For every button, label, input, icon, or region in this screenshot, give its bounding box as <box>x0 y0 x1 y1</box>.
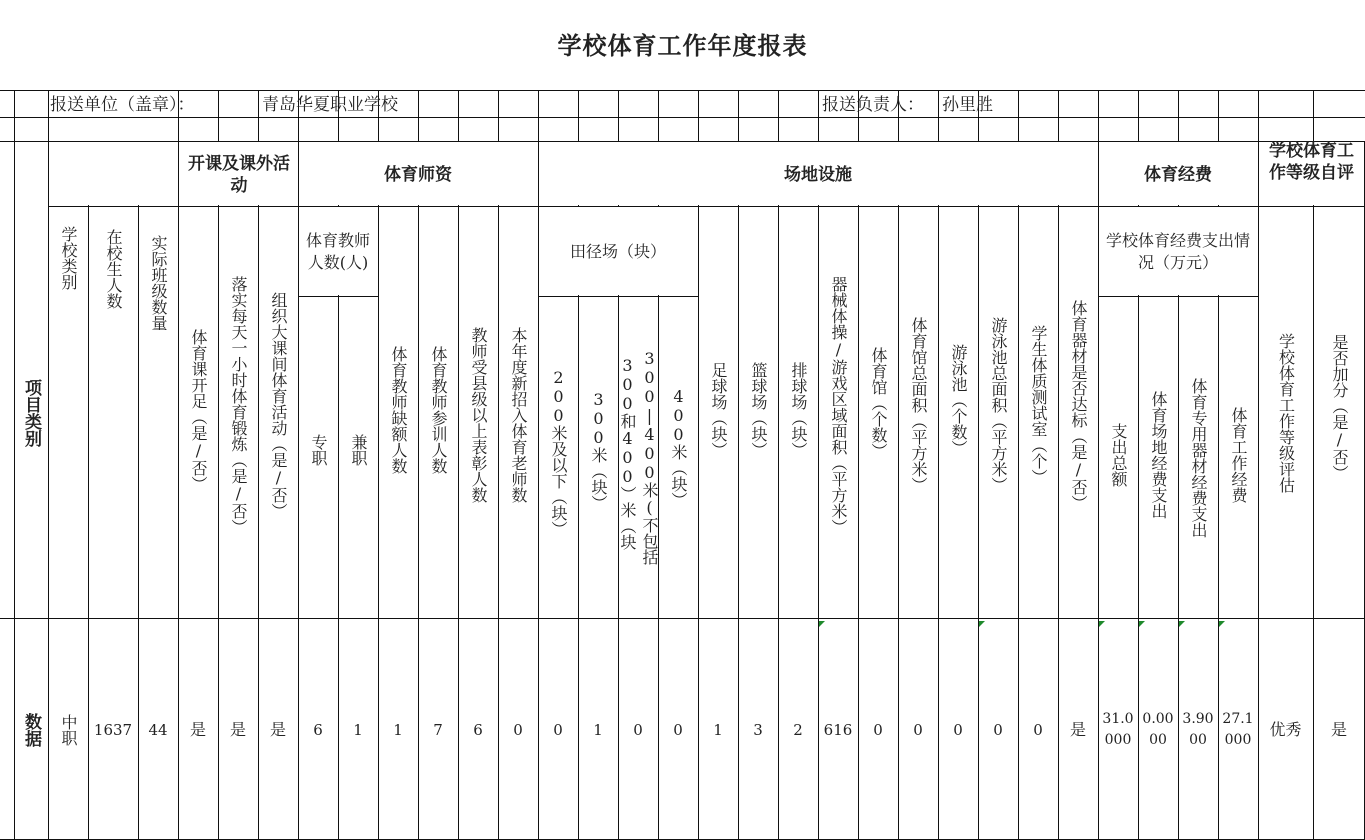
border-line <box>658 90 659 141</box>
row-label-data: 数据 <box>21 713 41 747</box>
col-class-count: 实际班级数量 <box>149 235 168 331</box>
val-track-400: 0 <box>673 721 683 739</box>
val-track-300-400: 0 <box>633 721 643 739</box>
col-parttime: 兼职 <box>349 434 368 466</box>
col-school-type: 学校类别 <box>59 226 78 290</box>
border-line <box>818 90 819 141</box>
report-unit-value: 青岛华夏职业学校 <box>262 95 398 115</box>
val-work-spend: 27.1000 <box>1222 711 1254 748</box>
border-line <box>1138 90 1139 141</box>
border-line <box>1218 90 1219 141</box>
col-venue-spend: 体育场地经费支出 <box>1149 391 1168 519</box>
col-pool-count: 游泳池（个数） <box>949 344 968 456</box>
col-equipment-ok: 体育器材是否达标（是/否） <box>1069 299 1088 511</box>
border-line <box>498 90 499 141</box>
val-teacher-awards: 6 <box>473 721 483 739</box>
border-line <box>1098 296 1258 297</box>
border-line <box>14 90 15 141</box>
val-bonus: 是 <box>1330 720 1347 739</box>
border-line <box>538 90 539 141</box>
val-teacher-shortage: 1 <box>393 721 403 739</box>
group-kaike: 开课及课外活动 <box>188 154 290 196</box>
val-parttime: 1 <box>353 721 363 739</box>
merge-mask <box>49 142 177 205</box>
val-track-200: 0 <box>553 721 563 739</box>
col-track-300-400: 300和400）米（块 <box>618 355 637 550</box>
border-line <box>1313 90 1314 141</box>
cell-marker <box>1099 621 1105 627</box>
val-big-break: 是 <box>269 720 286 739</box>
val-class-count: 44 <box>148 721 168 739</box>
border-line <box>1258 90 1259 141</box>
col-daily-hour: 落实每天一小时体育锻炼（是/否） <box>229 275 248 535</box>
val-daily-hour: 是 <box>229 720 246 739</box>
val-pool-count: 0 <box>953 721 963 739</box>
col-basketball: 篮球场（块） <box>749 362 768 458</box>
col-track-300: 300米（块） <box>589 389 608 511</box>
val-fitness-room: 0 <box>1033 721 1043 739</box>
border-line <box>1058 90 1059 141</box>
val-basketball: 3 <box>753 721 763 739</box>
cell-marker <box>819 621 825 627</box>
border-line <box>0 90 1365 91</box>
border-line <box>0 618 1365 619</box>
report-title: 学校体育工作年度报表 <box>557 31 808 60</box>
border-line <box>578 90 579 141</box>
val-equipment-spend: 3.9000 <box>1182 711 1214 748</box>
border-line <box>618 90 619 141</box>
val-track-300: 1 <box>593 721 603 739</box>
border-line <box>298 296 378 297</box>
group-shizi: 体育师资 <box>384 165 452 185</box>
border-line <box>258 90 259 141</box>
group-pingji: 学校体育工作等级自评 <box>1269 141 1354 183</box>
col-new-teachers: 本年度新招入体育老师数 <box>509 327 528 503</box>
col-teacher-shortage: 体育教师缺额人数 <box>389 346 408 474</box>
col-big-break: 组织大课间体育活动（是/否） <box>269 291 288 519</box>
report-person-value: 孙里胜 <box>942 95 993 115</box>
val-venue-spend: 0.0000 <box>1142 711 1174 748</box>
col-track-400: 400米（块） <box>669 386 688 508</box>
cell-marker <box>1219 621 1225 627</box>
col-pe-class: 体育课开足（是/否） <box>189 328 208 492</box>
val-level-assessment: 优秀 <box>1269 720 1302 739</box>
report-person-label: 报送负责人： <box>822 95 924 115</box>
col-pool-area: 游泳池总面积（平方米） <box>989 317 1008 493</box>
val-stadium-count: 0 <box>873 721 883 739</box>
subgroup-jiaoshi-renshu: 体育教师人数(人) <box>305 231 370 272</box>
val-stadium-area: 0 <box>913 721 923 739</box>
col-bonus: 是否加分（是/否） <box>1330 334 1349 481</box>
val-gym-area: 616 <box>823 721 853 739</box>
border-line <box>1178 90 1179 141</box>
val-fulltime: 6 <box>313 721 323 739</box>
col-teacher-training: 体育教师参训人数 <box>429 346 448 474</box>
col-total-spend: 支出总额 <box>1109 423 1128 487</box>
val-teacher-training: 7 <box>433 721 443 739</box>
col-level-assessment: 学校体育工作等级评估 <box>1276 332 1296 493</box>
col-volleyball: 排球场（块） <box>789 362 808 458</box>
val-school-type: 中职 <box>59 714 78 746</box>
cell-marker <box>979 621 985 627</box>
border-line <box>698 90 699 141</box>
col-stadium-area: 体育馆总面积（平方米） <box>909 317 928 493</box>
row-label-category: 项目类别 <box>21 379 41 447</box>
col-track-300-400-excl: 300|400米(不包括 <box>640 349 659 565</box>
val-total-spend: 31.0000 <box>1102 711 1134 748</box>
col-fulltime: 专职 <box>309 434 328 466</box>
border-line <box>738 90 739 141</box>
col-gym-area: 器械体操/游戏区域面积（平方米） <box>829 275 848 535</box>
val-pool-area: 0 <box>993 721 1003 739</box>
val-enrollment: 1637 <box>93 721 133 739</box>
border-line <box>538 296 698 297</box>
col-enrollment: 在校生人数 <box>104 229 123 309</box>
val-volleyball: 2 <box>793 721 803 739</box>
val-new-teachers: 0 <box>513 721 523 739</box>
cell-marker <box>1139 621 1145 627</box>
border-line <box>778 90 779 141</box>
col-work-spend: 体育工作经费 <box>1229 407 1248 503</box>
val-football: 1 <box>713 721 723 739</box>
subgroup-jingfei-zhichu: 学校体育经费支出情况（万元） <box>1105 231 1250 272</box>
col-football: 足球场（块） <box>709 362 728 458</box>
col-track-200: 200米及以下（块） <box>549 367 568 537</box>
col-teacher-awards: 教师受县级以上表彰人数 <box>469 327 488 503</box>
col-equipment-spend: 体育专用器材经费支出 <box>1189 377 1208 538</box>
border-line <box>0 117 1365 118</box>
group-changdi: 场地设施 <box>784 165 852 185</box>
val-pe-class: 是 <box>189 720 206 739</box>
report-unit-label: 报送单位（盖章）： <box>50 95 195 115</box>
border-line <box>48 90 49 141</box>
col-fitness-room: 学生体质测试室（个） <box>1029 325 1048 485</box>
col-stadium-count: 体育馆（个数） <box>869 346 888 459</box>
subgroup-tianjing: 田径场（块） <box>569 242 666 261</box>
group-jingfei: 体育经费 <box>1144 165 1212 185</box>
border-line <box>1098 90 1099 141</box>
val-equipment-ok: 是 <box>1069 720 1086 739</box>
cell-marker <box>1179 621 1185 627</box>
